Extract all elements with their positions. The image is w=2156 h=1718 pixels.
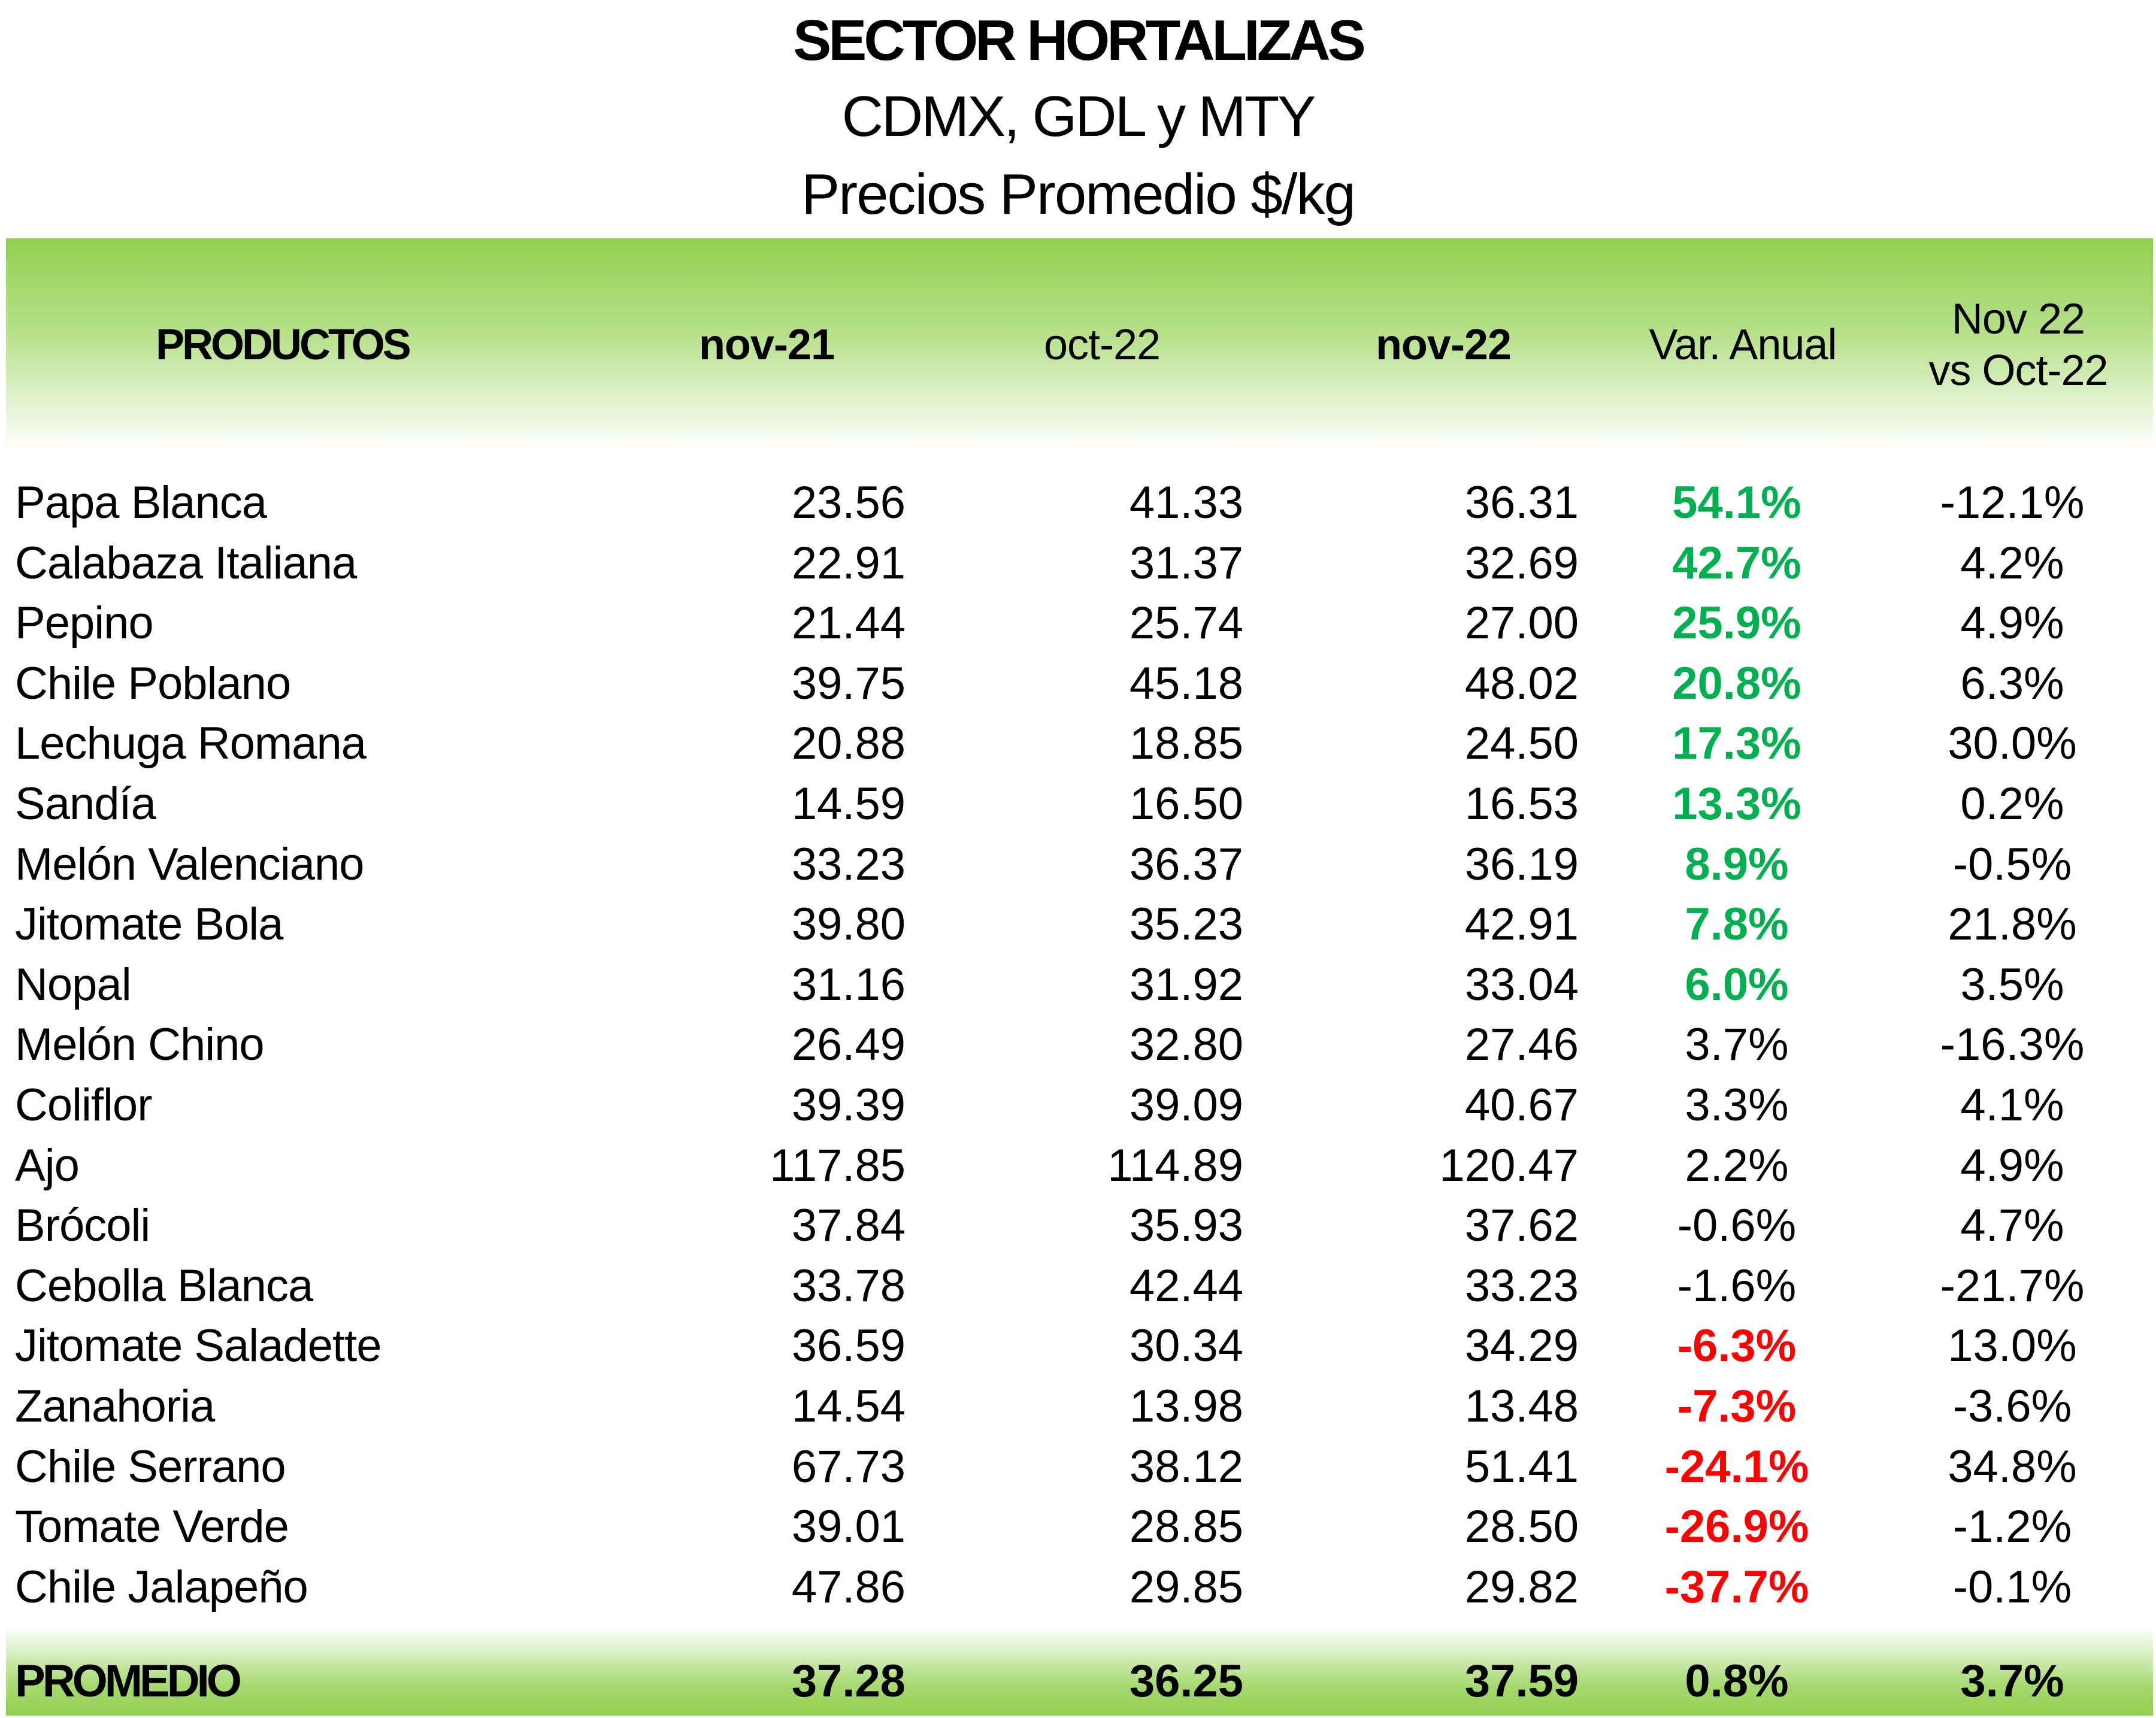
value-nov22: 51.41: [1464, 1441, 1579, 1492]
value-oct22: 18.85: [1129, 718, 1243, 769]
value-nov21: 39.39: [791, 1079, 906, 1131]
value-nov-vs-oct: -0.5%: [1952, 838, 2072, 890]
product-name: Jitomate Saladette: [15, 1320, 381, 1372]
value-nov21: 47.86: [791, 1561, 906, 1613]
value-var-anual: 6.0%: [1685, 959, 1789, 1010]
table-row: [0, 835, 2156, 895]
table-row: [0, 1558, 2156, 1618]
promedio-nov21: 37.28: [791, 1656, 906, 1707]
header-vs-line1: Nov 22: [1951, 295, 2085, 343]
table-row: [0, 1377, 2156, 1437]
table-row: [0, 1075, 2156, 1136]
value-nov22: 27.00: [1464, 598, 1579, 649]
value-nov21: 14.59: [791, 778, 906, 829]
value-oct22: 35.23: [1129, 899, 1243, 950]
value-nov-vs-oct: 4.9%: [1960, 1140, 2064, 1191]
table-row: [0, 955, 2156, 1016]
value-oct22: 28.85: [1129, 1501, 1243, 1553]
value-nov21: 117.85: [770, 1140, 906, 1191]
product-name: Calabaza Italiana: [15, 537, 357, 589]
value-nov22: 33.23: [1464, 1260, 1579, 1311]
value-var-anual: -37.7%: [1664, 1561, 1809, 1613]
table-body: [0, 473, 2156, 1617]
value-nov21: 22.91: [791, 537, 906, 589]
product-name: Chile Poblano: [15, 657, 291, 709]
value-nov22: 120.47: [1439, 1140, 1579, 1191]
promedio-row: [0, 1652, 2156, 1711]
value-oct22: 29.85: [1129, 1561, 1243, 1613]
header-oct22: oct-22: [1043, 320, 1161, 369]
value-nov-vs-oct: 4.2%: [1960, 537, 2064, 589]
value-nov-vs-oct: -12.1%: [1940, 477, 2085, 528]
value-var-anual: -1.6%: [1677, 1260, 1797, 1311]
value-nov21: 20.88: [791, 718, 906, 769]
value-nov21: 39.75: [791, 657, 906, 709]
table-row: [0, 774, 2156, 835]
value-nov21: 21.44: [791, 598, 906, 649]
header-vs-line2: vs Oct-22: [1928, 346, 2108, 395]
product-name: Ajo: [15, 1140, 79, 1191]
value-nov22: 13.48: [1464, 1380, 1579, 1432]
product-name: Cebolla Blanca: [15, 1260, 313, 1311]
value-oct22: 30.34: [1129, 1320, 1243, 1372]
product-name: Papa Blanca: [15, 477, 267, 528]
value-nov-vs-oct: 21.8%: [1948, 899, 2077, 950]
table-header: [6, 238, 2153, 451]
table-row: [0, 593, 2156, 654]
value-nov22: 33.04: [1464, 959, 1579, 1010]
value-nov-vs-oct: -16.3%: [1940, 1019, 2085, 1071]
value-var-anual: -24.1%: [1664, 1441, 1809, 1492]
product-name: Melón Chino: [15, 1019, 264, 1071]
table-row: [0, 1256, 2156, 1317]
value-nov21: 39.01: [791, 1501, 906, 1553]
promedio-oct22: 36.25: [1129, 1656, 1243, 1707]
value-oct22: 41.33: [1129, 477, 1243, 528]
value-nov21: 26.49: [791, 1019, 906, 1071]
value-nov22: 42.91: [1464, 899, 1579, 950]
value-var-anual: 54.1%: [1672, 477, 1801, 528]
value-oct22: 35.93: [1129, 1200, 1243, 1252]
header-nov21: nov-21: [698, 320, 835, 369]
value-var-anual: 3.3%: [1685, 1079, 1789, 1131]
value-var-anual: 2.2%: [1685, 1140, 1789, 1191]
value-nov-vs-oct: 0.2%: [1960, 778, 2064, 829]
value-nov-vs-oct: 3.5%: [1960, 959, 2064, 1010]
value-nov22: 32.69: [1464, 537, 1579, 589]
value-nov21: 67.73: [791, 1441, 906, 1492]
value-nov-vs-oct: 4.1%: [1960, 1079, 2064, 1131]
value-nov22: 28.50: [1464, 1501, 1579, 1553]
value-nov21: 31.16: [791, 959, 906, 1010]
product-name: Jitomate Bola: [15, 899, 283, 950]
value-oct22: 32.80: [1129, 1019, 1243, 1071]
value-nov-vs-oct: 4.9%: [1960, 598, 2064, 649]
value-oct22: 45.18: [1129, 657, 1243, 709]
table-row: [0, 1136, 2156, 1196]
value-oct22: 38.12: [1129, 1441, 1243, 1492]
value-nov-vs-oct: -3.6%: [1952, 1380, 2072, 1432]
value-nov21: 33.78: [791, 1260, 906, 1311]
promedio-nov22: 37.59: [1464, 1656, 1579, 1707]
product-name: Brócoli: [15, 1200, 150, 1252]
value-nov22: 48.02: [1464, 657, 1579, 709]
value-oct22: 25.74: [1129, 598, 1243, 649]
table-row: [0, 1015, 2156, 1075]
value-var-anual: 25.9%: [1672, 598, 1801, 649]
value-var-anual: 42.7%: [1672, 537, 1801, 589]
value-oct22: 42.44: [1129, 1260, 1243, 1311]
product-name: Nopal: [15, 959, 131, 1010]
promedio-var: 0.8%: [1685, 1656, 1789, 1707]
table-row: [0, 1316, 2156, 1377]
value-var-anual: 7.8%: [1685, 899, 1789, 950]
value-nov21: 37.84: [791, 1200, 906, 1252]
value-nov-vs-oct: -1.2%: [1952, 1501, 2072, 1553]
value-nov-vs-oct: 34.8%: [1948, 1441, 2077, 1492]
table-row: [0, 1437, 2156, 1498]
value-oct22: 31.37: [1129, 537, 1243, 589]
value-nov21: 33.23: [791, 838, 906, 890]
table-row: [0, 473, 2156, 534]
title-sector: SECTOR HORTALIZAS: [793, 8, 1363, 72]
value-nov-vs-oct: 6.3%: [1960, 657, 2064, 709]
value-nov21: 39.80: [791, 899, 906, 950]
value-nov22: 36.19: [1464, 838, 1579, 890]
value-var-anual: -0.6%: [1677, 1200, 1797, 1252]
value-nov-vs-oct: 30.0%: [1948, 718, 2077, 769]
promedio-label: PROMEDIO: [15, 1656, 239, 1707]
header-var-anual: Var. Anual: [1649, 320, 1837, 369]
value-nov21: 36.59: [791, 1320, 906, 1372]
value-nov-vs-oct: 4.7%: [1960, 1200, 2064, 1252]
value-nov22: 36.31: [1464, 477, 1579, 528]
value-var-anual: -6.3%: [1677, 1320, 1797, 1372]
value-nov22: 27.46: [1464, 1019, 1579, 1071]
value-var-anual: -7.3%: [1677, 1380, 1797, 1432]
value-var-anual: 3.7%: [1685, 1019, 1789, 1071]
table-row: [0, 534, 2156, 594]
value-nov22: 29.82: [1464, 1561, 1579, 1613]
title-prices: Precios Promedio $/kg: [801, 162, 1355, 226]
value-nov21: 14.54: [791, 1380, 906, 1432]
title-cities: CDMX, GDL y MTY: [841, 84, 1315, 149]
header-productos: PRODUCTOS: [156, 320, 409, 369]
header-nov22: nov-22: [1375, 320, 1512, 369]
value-var-anual: 17.3%: [1672, 718, 1801, 769]
value-oct22: 31.92: [1129, 959, 1243, 1010]
product-name: Sandía: [15, 778, 156, 829]
value-nov-vs-oct: 13.0%: [1948, 1320, 2077, 1372]
value-var-anual: 13.3%: [1672, 778, 1801, 829]
value-oct22: 36.37: [1129, 838, 1243, 890]
header-nov-vs-oct: [1886, 238, 2150, 451]
value-oct22: 114.89: [1107, 1140, 1243, 1191]
value-nov22: 37.62: [1464, 1200, 1579, 1252]
value-nov22: 24.50: [1464, 718, 1579, 769]
product-name: Chile Jalapeño: [15, 1561, 308, 1613]
value-nov-vs-oct: -0.1%: [1952, 1561, 2072, 1613]
value-oct22: 39.09: [1129, 1079, 1243, 1131]
table-row: [0, 895, 2156, 955]
value-nov21: 23.56: [791, 477, 906, 528]
table-row: [0, 714, 2156, 774]
product-name: Melón Valenciano: [15, 838, 364, 890]
value-oct22: 16.50: [1129, 778, 1243, 829]
product-name: Tomate Verde: [15, 1501, 289, 1553]
value-nov22: 16.53: [1464, 778, 1579, 829]
table-row: [0, 1497, 2156, 1558]
product-name: Lechuga Romana: [15, 718, 366, 769]
value-nov22: 34.29: [1464, 1320, 1579, 1372]
value-var-anual: -26.9%: [1664, 1501, 1809, 1553]
product-name: Zanahoria: [15, 1380, 215, 1432]
table-row: [0, 654, 2156, 714]
value-oct22: 13.98: [1129, 1380, 1243, 1432]
product-name: Coliflor: [15, 1079, 152, 1131]
product-name: Chile Serrano: [15, 1441, 286, 1492]
value-nov22: 40.67: [1464, 1079, 1579, 1131]
product-name: Pepino: [15, 598, 153, 649]
value-var-anual: 20.8%: [1672, 657, 1801, 709]
value-var-anual: 8.9%: [1685, 838, 1789, 890]
promedio-vs: 3.7%: [1960, 1656, 2064, 1707]
value-nov-vs-oct: -21.7%: [1940, 1260, 2085, 1311]
table-row: [0, 1196, 2156, 1256]
